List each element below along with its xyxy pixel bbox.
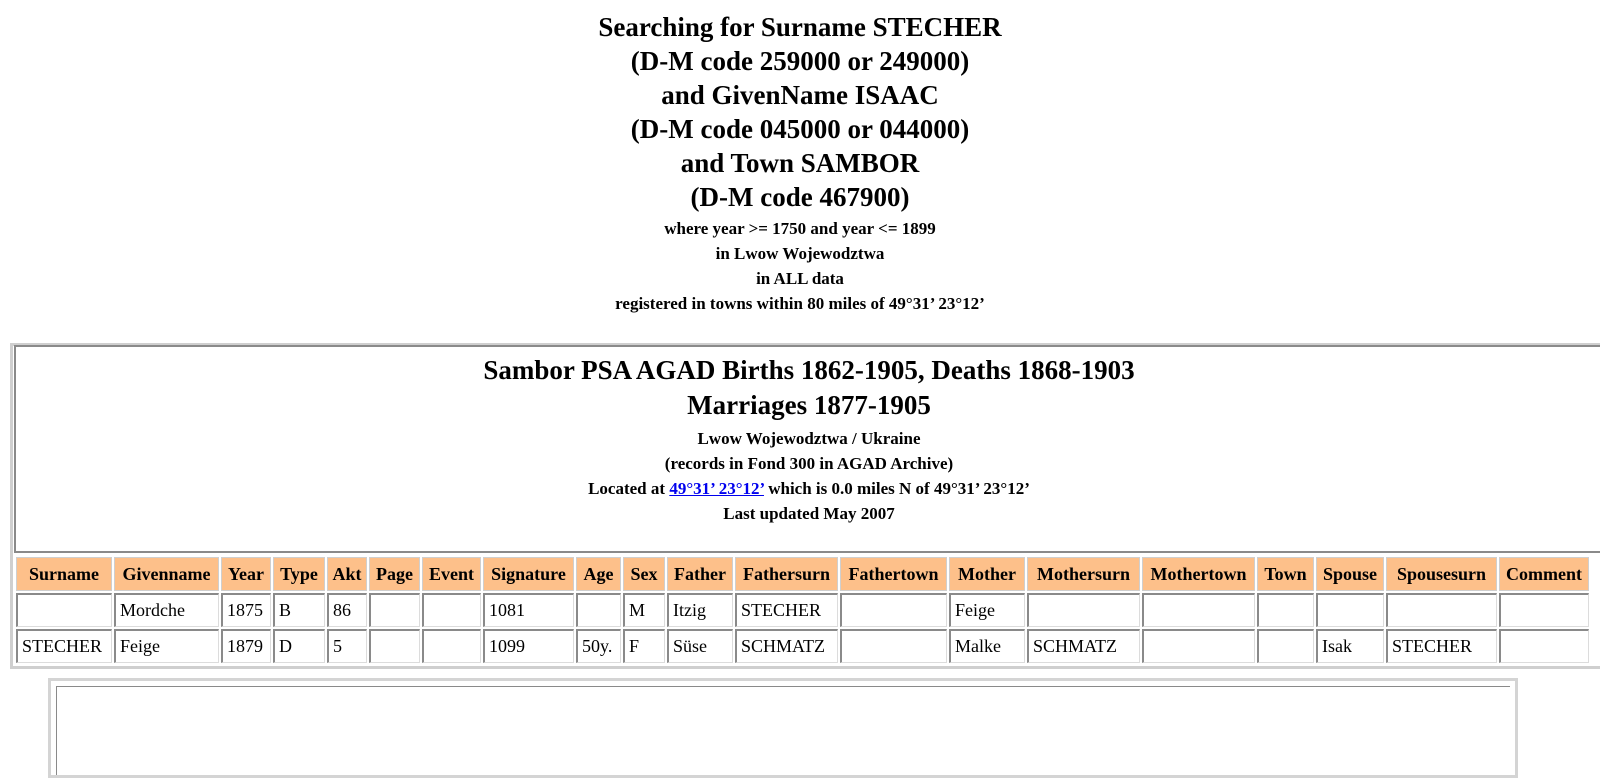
table-cell: D <box>273 629 325 663</box>
source-archive: (records in Fond 300 in AGAD Archive) <box>664 454 954 473</box>
search-radius: registered in towns within 80 miles of 49°31’ 23°12’ <box>615 294 985 313</box>
table-cell: Itzig <box>667 593 733 627</box>
table-header-row <box>16 557 1589 591</box>
table-cell <box>16 593 112 627</box>
table-cell <box>1499 593 1589 627</box>
col-spousesurn: Spousesurn <box>1386 557 1497 591</box>
table-cell: 86 <box>327 593 367 627</box>
table-cell: Feige <box>114 629 219 663</box>
table-row <box>16 593 1589 627</box>
col-fathertown: Fathertown <box>840 557 947 591</box>
table-cell: Isak <box>1316 629 1384 663</box>
table-cell: F <box>623 629 665 663</box>
col-mother: Mother <box>949 557 1025 591</box>
table-cell <box>1499 629 1589 663</box>
table-cell <box>1142 629 1255 663</box>
table-cell <box>1316 593 1384 627</box>
table-cell <box>840 629 947 663</box>
table-cell <box>840 593 947 627</box>
search-year-range: where year >= 1750 and year <= 1899 <box>664 219 936 238</box>
col-town: Town <box>1257 557 1314 591</box>
col-givenname: Givenname <box>114 557 219 591</box>
table-cell: STECHER <box>735 593 838 627</box>
table-cell: 5 <box>327 629 367 663</box>
table-cell <box>1386 593 1497 627</box>
next-results-panel <box>48 678 1518 778</box>
table-cell <box>1257 593 1314 627</box>
table-cell: 1099 <box>483 629 574 663</box>
table-cell <box>422 629 481 663</box>
table-cell: Mordche <box>114 593 219 627</box>
col-event: Event <box>422 557 481 591</box>
table-cell <box>1257 629 1314 663</box>
table-cell: SCHMATZ <box>1027 629 1140 663</box>
located-prefix: Located at <box>588 479 666 498</box>
table-cell: 1081 <box>483 593 574 627</box>
table-cell <box>1027 593 1140 627</box>
col-year: Year <box>221 557 271 591</box>
source-title: Sambor PSA AGAD Births 1862-1905, Deaths 1868-1903 <box>483 355 1135 385</box>
table-cell: Malke <box>949 629 1025 663</box>
col-age: Age <box>576 557 621 591</box>
table-cell: 1879 <box>221 629 271 663</box>
col-comment: Comment <box>1499 557 1589 591</box>
table-cell: STECHER <box>1386 629 1497 663</box>
table-cell: 1875 <box>221 593 271 627</box>
col-spouse: Spouse <box>1316 557 1384 591</box>
table-cell <box>422 593 481 627</box>
table-cell <box>576 593 621 627</box>
table-cell: SCHMATZ <box>735 629 838 663</box>
source-region: Lwow Wojewodztwa / Ukraine <box>697 429 921 448</box>
search-town: and Town SAMBOR <box>680 148 920 178</box>
search-criteria-header <box>0 10 1600 316</box>
table-cell: M <box>623 593 665 627</box>
search-givenname: and GivenName ISAAC <box>661 80 939 110</box>
col-surname: Surname <box>16 557 112 591</box>
col-mothersurn: Mothersurn <box>1027 557 1140 591</box>
source-last-updated: Last updated May 2007 <box>723 504 895 523</box>
search-data-scope: in ALL data <box>756 269 844 288</box>
town-dm-code: (D-M code 467900) <box>690 182 910 212</box>
table-cell: Feige <box>949 593 1025 627</box>
located-suffix: which is 0.0 miles N of 49°31’ 23°12’ <box>768 479 1030 498</box>
col-sex: Sex <box>623 557 665 591</box>
col-type: Type <box>273 557 325 591</box>
next-results-inner <box>56 686 1510 775</box>
search-surname: Searching for Surname STECHER <box>598 12 1002 42</box>
col-mothertown: Mothertown <box>1142 557 1255 591</box>
table-cell: Süse <box>667 629 733 663</box>
col-akt: Akt <box>327 557 367 591</box>
table-cell: 50y. <box>576 629 621 663</box>
col-fathersurn: Fathersurn <box>735 557 838 591</box>
surname-dm-code: (D-M code 259000 or 249000) <box>630 46 970 76</box>
table-cell <box>369 593 420 627</box>
coordinates-link[interactable]: 49°31’ 23°12’ <box>669 479 764 498</box>
table-cell <box>369 629 420 663</box>
source-info <box>14 353 1600 526</box>
col-signature: Signature <box>483 557 574 591</box>
col-father: Father <box>667 557 733 591</box>
records-table <box>14 555 1591 665</box>
table-cell: STECHER <box>16 629 112 663</box>
table-row <box>16 629 1589 663</box>
search-province: in Lwow Wojewodztwa <box>715 244 885 263</box>
table-cell: B <box>273 593 325 627</box>
col-page: Page <box>369 557 420 591</box>
givenname-dm-code: (D-M code 045000 or 044000) <box>630 114 970 144</box>
source-title-marriages: Marriages 1877-1905 <box>687 390 931 420</box>
table-cell <box>1142 593 1255 627</box>
source-location <box>14 476 1600 501</box>
